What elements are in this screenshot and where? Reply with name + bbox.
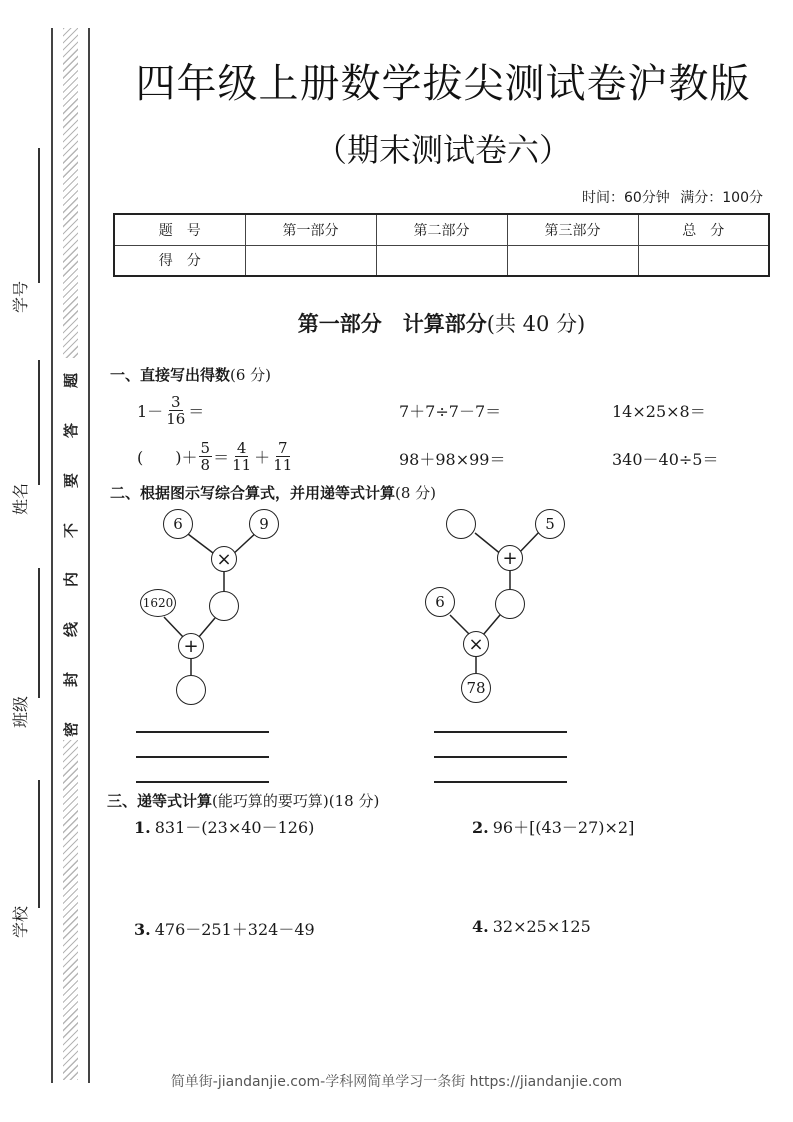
section1-heading <box>110 364 271 385</box>
expr-text: ＋ <box>254 448 271 467</box>
number-node: 9 <box>249 509 279 539</box>
denominator: 11 <box>232 456 252 474</box>
section2-title: 二、根据图示写综合算式，并用递等式计算 <box>110 484 396 502</box>
section3-points: (18 分) <box>328 792 380 810</box>
mental-math-item <box>399 447 506 470</box>
expr-text: 340－40÷5＝ <box>612 450 719 469</box>
part1-points: (共 40 分) <box>486 312 586 336</box>
seal-char: 题 <box>62 372 81 389</box>
problem-number: 3. <box>134 920 151 939</box>
denominator: 16 <box>166 410 186 428</box>
number-node: 5 <box>535 509 565 539</box>
expr-text: 1－ <box>137 402 164 421</box>
calc-problem <box>134 917 315 940</box>
fraction <box>164 394 187 427</box>
problem-expression: 476－251＋324－49 <box>154 920 315 939</box>
exam-meta <box>582 187 763 207</box>
number-node: 6 <box>163 509 193 539</box>
student-id-field[interactable] <box>11 148 40 321</box>
col-header: 第二部分 <box>376 214 507 245</box>
part1-heading <box>113 308 770 338</box>
mental-math-item <box>612 447 719 470</box>
part1-title: 第一部分 计算部分 <box>297 312 487 336</box>
answer-line[interactable] <box>136 756 269 758</box>
answer-blank[interactable]: ( ) <box>137 448 182 467</box>
page-subtitle: （期末测试卷六） <box>314 131 571 169</box>
blank-node[interactable] <box>495 589 525 619</box>
student-id-line[interactable] <box>38 148 40 283</box>
answer-line[interactable] <box>434 731 567 733</box>
mental-math-item <box>137 440 295 473</box>
full-score: 满分：100分 <box>680 190 763 206</box>
problem-expression: 32×25×125 <box>492 917 591 936</box>
seal-char: 要 <box>62 472 81 488</box>
answer-line[interactable] <box>434 756 567 758</box>
score-table-score-row <box>114 245 769 276</box>
operation-tree-diagram-2 <box>420 505 600 720</box>
calc-problem <box>472 815 634 838</box>
seal-char: 封 <box>62 672 81 688</box>
watermark-footer: 简单街-jiandanjie.com-学科网简单学习一条街 https://jiandanjie.com <box>170 1074 623 1090</box>
col-header: 总 分 <box>638 214 769 245</box>
name-line[interactable] <box>38 360 40 485</box>
score-cell[interactable] <box>638 245 769 276</box>
row-header-question: 题 号 <box>114 214 245 245</box>
expr-text: ＝ <box>213 448 230 467</box>
blank-node[interactable] <box>446 509 476 539</box>
name-label: 姓名 <box>11 482 30 515</box>
expr-text: 98＋98×99＝ <box>399 450 506 469</box>
problem-number: 1. <box>134 818 151 837</box>
section3-heading <box>107 790 379 811</box>
mental-math-item <box>399 399 501 422</box>
section3-note: (能巧算的要巧算) <box>212 792 329 810</box>
section1-title: 一、直接写出得数 <box>110 366 231 384</box>
row-header-score: 得 分 <box>114 245 245 276</box>
numerator: 4 <box>236 439 247 457</box>
section1-points: (6 分) <box>230 366 272 384</box>
seal-char: 不 <box>62 522 81 538</box>
seal-char: 内 <box>62 572 81 588</box>
class-field[interactable] <box>11 568 40 736</box>
class-label: 班级 <box>11 695 30 728</box>
col-header: 第一部分 <box>245 214 376 245</box>
seal-char: 线 <box>62 622 81 638</box>
name-field[interactable] <box>11 360 40 523</box>
numerator: 7 <box>277 439 288 457</box>
school-field[interactable] <box>11 780 40 946</box>
number-node: 1620 <box>140 589 176 617</box>
expr-text: 7＋7÷7－7＝ <box>399 402 502 421</box>
multiply-operator-icon: × <box>211 546 237 572</box>
score-table <box>113 213 770 277</box>
seal-notice <box>60 370 82 740</box>
strip-border-right <box>88 28 90 1083</box>
student-id-label: 学号 <box>11 280 30 313</box>
hatch-pattern-top <box>63 28 78 358</box>
problem-expression: 831－(23×40－126) <box>154 818 315 837</box>
time-limit: 时间：60分钟 <box>581 190 670 206</box>
fraction <box>199 440 213 473</box>
section2-heading <box>110 482 436 503</box>
problem-number: 2. <box>472 818 489 837</box>
answer-line[interactable] <box>136 731 269 733</box>
fraction <box>271 440 294 473</box>
col-header: 第三部分 <box>507 214 638 245</box>
problem-expression: 96＋[(43－27)×2] <box>492 818 635 837</box>
calc-problem <box>134 815 314 838</box>
score-table-header-row <box>114 214 769 245</box>
hatch-pattern-bottom <box>63 740 78 1080</box>
mental-math-item <box>612 399 706 422</box>
seal-char: 答 <box>62 422 81 438</box>
page-title: 四年级上册数学拔尖测试卷沪教版 <box>135 61 751 107</box>
school-line[interactable] <box>38 780 40 908</box>
calc-problem <box>472 917 591 936</box>
answer-line[interactable] <box>136 781 269 783</box>
expr-text: ＋ <box>181 448 198 467</box>
operation-tree-diagram-1 <box>135 505 315 720</box>
blank-node[interactable] <box>176 675 206 705</box>
seal-char: 密 <box>62 721 81 737</box>
expr-text: ＝ <box>188 402 205 421</box>
blank-node[interactable] <box>209 591 239 621</box>
numerator: 3 <box>170 393 181 411</box>
mental-math-item <box>137 394 204 427</box>
score-cell[interactable] <box>245 245 376 276</box>
answer-line[interactable] <box>434 781 567 783</box>
plus-operator-icon: + <box>178 633 204 659</box>
denominator: 11 <box>273 456 293 474</box>
class-line[interactable] <box>38 568 40 698</box>
number-node: 78 <box>461 673 491 703</box>
problem-number: 4. <box>472 917 489 936</box>
fraction <box>230 440 253 473</box>
denominator: 8 <box>200 456 211 474</box>
section2-points: (8 分) <box>395 484 437 502</box>
numerator: 5 <box>200 439 211 457</box>
expr-text: 14×25×8＝ <box>612 402 706 421</box>
score-cell[interactable] <box>507 245 638 276</box>
strip-border-left <box>51 28 53 1083</box>
number-node: 6 <box>425 587 455 617</box>
plus-operator-icon: + <box>497 545 523 571</box>
multiply-operator-icon: × <box>463 631 489 657</box>
school-label: 学校 <box>11 905 30 938</box>
section3-title: 三、递等式计算 <box>107 792 213 810</box>
score-cell[interactable] <box>376 245 507 276</box>
